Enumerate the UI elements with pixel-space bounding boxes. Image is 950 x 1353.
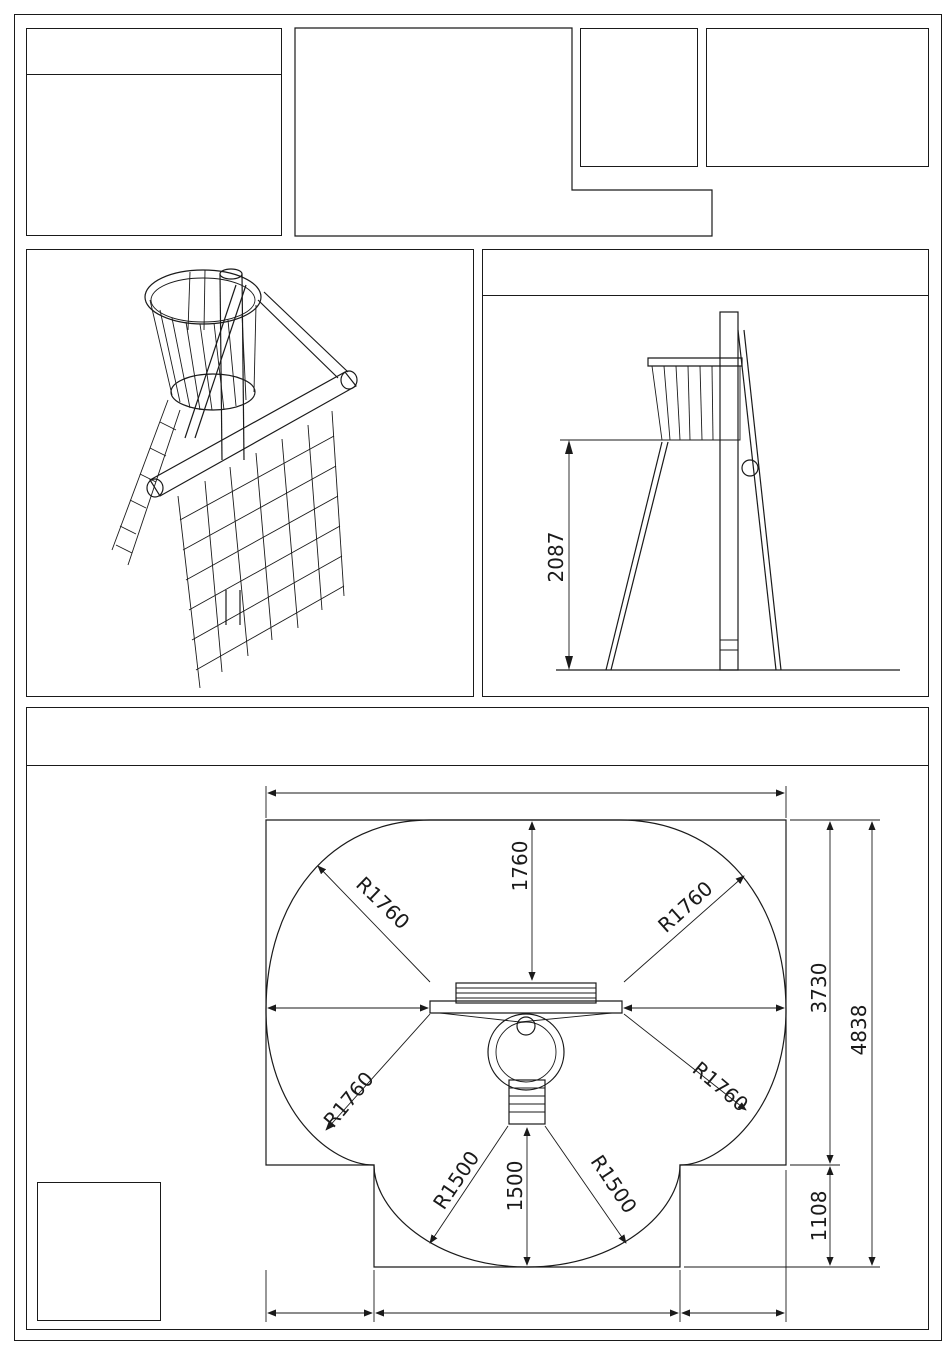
plan-dim-4838: 4838 [847,1004,871,1056]
plan-dim-1108: 1108 [807,1190,831,1242]
plan-dim-3730: 3730 [807,962,831,1014]
plan-dim-r1500-bottom-left: R1500 [428,1146,485,1214]
plan-dim-r1760-top-left: R1760 [351,871,415,935]
plan-dim-r1760-mid-left: R1760 [318,1066,379,1133]
plan-dim-r1760-mid-right: R1760 [687,1056,754,1117]
plan-dim-r1500-bottom-right: R1500 [585,1150,642,1218]
side-height-dimension: 2087 [544,531,568,583]
plan-dim-1760-vertical: 1760 [508,840,532,892]
plan-dim-r1760-top-right: R1760 [653,876,718,938]
plan-dim-1500-vertical: 1500 [503,1160,527,1212]
